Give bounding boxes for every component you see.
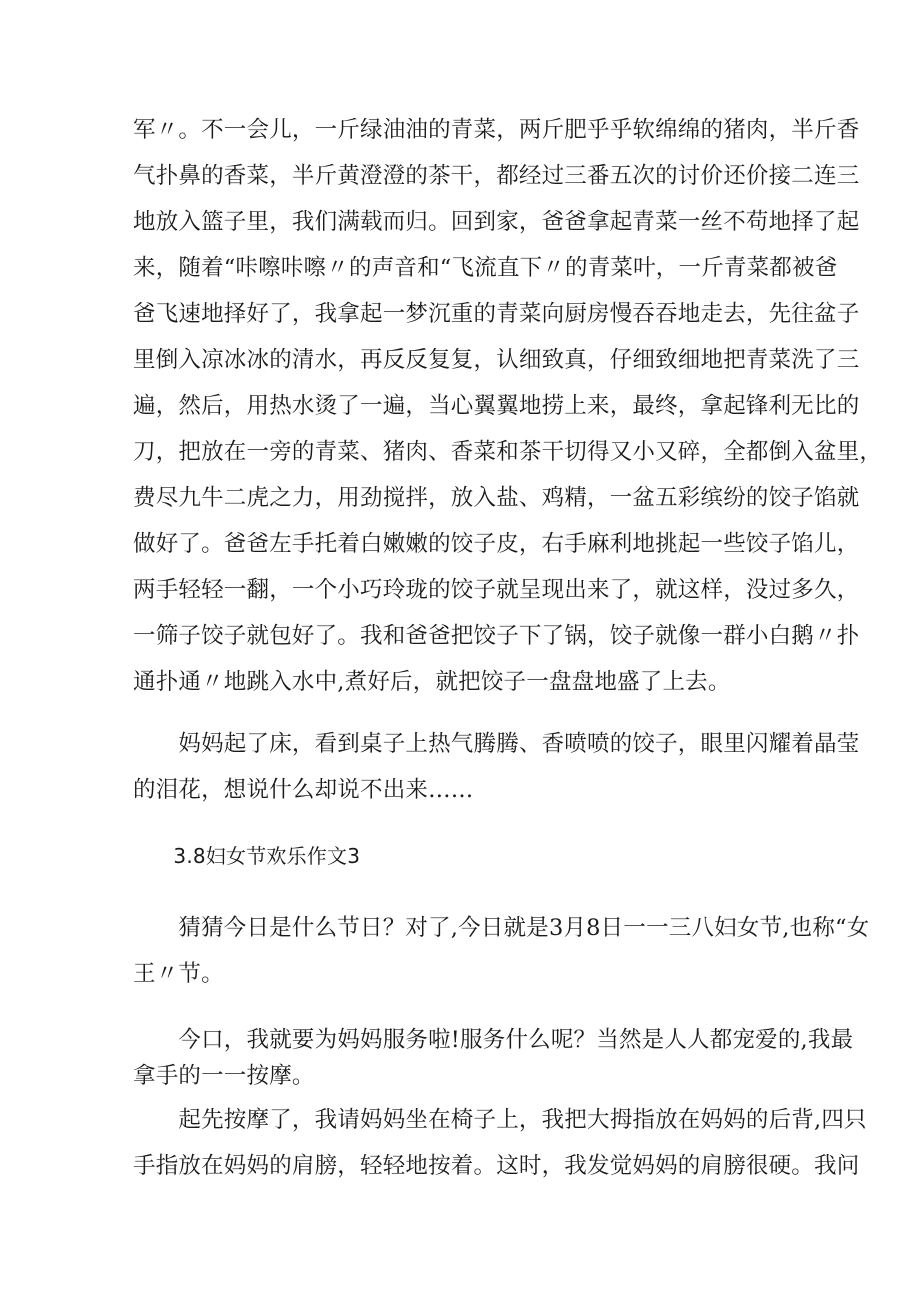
text-line: 一筛子饺子就包好了。我和爸爸把饺子下了锅，饺子就像一群小白鹅〃扑 — [133, 623, 860, 649]
text-line: 地放入篮子里，我们满载而归。回到家，爸爸拿起青菜一丝不苟地择了起 — [133, 209, 860, 235]
text-line: 做好了。爸爸左手托着白嫩嫩的饺子皮，右手麻利地挑起一些饺子馅儿， — [133, 531, 860, 557]
text-line: 手指放在妈妈的肩膀，轻轻地按着。这时，我发觉妈妈的肩膀很硬。我问 — [133, 1153, 860, 1179]
text-line: 气扑鼻的香菜，半斤黄澄澄的茶干，都经过三番五次的讨价还价接二连三 — [133, 163, 860, 189]
text-line: 王〃节。 — [133, 961, 224, 987]
text-line: 遍，然后，用热水烫了一遍，当心翼翼地捞上来，最终，拿起锋利无比的 — [133, 393, 860, 419]
section-heading: 3.8妇女节欢乐作文3 — [133, 844, 361, 868]
text-line: 通扑通〃地跳入水中,煮好后，就把饺子一盘盘地盛了上去。 — [133, 669, 731, 695]
text-line: 猜猜今日是什么节日？对了,今日就是3月8日一一三八妇女节,也称“女 — [133, 915, 870, 941]
text-line: 的泪花，想说什么却说不出来…… — [133, 777, 474, 803]
text-line: 来，随着“咔嚓咔嚓〃的声音和“飞流直下〃的青菜叶，一斤青菜都被爸 — [133, 255, 838, 281]
text-line: 爸飞速地择好了，我拿起一梦沉重的青菜向厨房慢吞吞地走去，先往盆子 — [133, 301, 860, 327]
text-line: 拿手的一一按摩。 — [133, 1063, 315, 1089]
text-line: 费尽九牛二虎之力，用劲搅拌，放入盐、鸡精，一盆五彩缤纷的饺子馅就 — [133, 485, 860, 511]
text-line: 妈妈起了床，看到桌子上热气腾腾、香喷喷的饺子，眼里闪耀着晶莹 — [133, 731, 860, 757]
text-line: 起先按摩了，我请妈妈坐在椅子上，我把大拇指放在妈妈的后背,四只 — [133, 1107, 867, 1133]
text-line: 两手轻轻一翻，一个小巧玲珑的饺子就呈现出来了，就这样，没过多久， — [133, 577, 860, 603]
text-line: 刀，把放在一旁的青菜、猪肉、香菜和茶干切得又小又碎，全都倒入盆里， — [133, 439, 883, 465]
text-line: 里倒入凉冰冰的清水，再反反复复，认细致真，仔细致细地把青菜洗了三 — [133, 347, 860, 373]
text-line: 军〃。不一会儿，一斤绿油油的青菜，两斤肥乎乎软绵绵的猪肉，半斤香 — [133, 117, 860, 143]
text-line: 今口，我就要为妈妈服务啦!服务什么呢？当然是人人都宠爱的,我最 — [133, 1027, 854, 1053]
